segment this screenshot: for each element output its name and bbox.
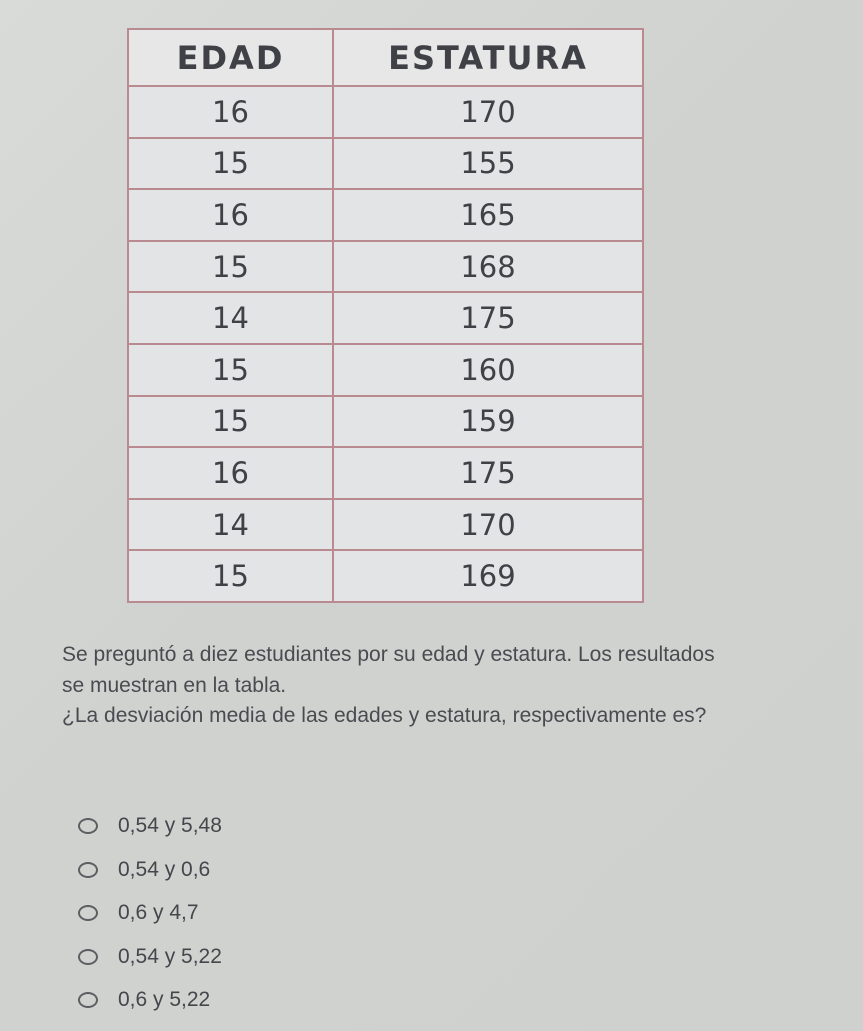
cell-estatura: 165 [333,189,643,241]
table-row [128,396,643,448]
cell-edad: 15 [128,344,333,396]
cell-estatura: 175 [333,447,643,499]
answer-option-label: 0,54 y 5,22 [118,944,222,968]
cell-estatura: 169 [333,550,643,602]
table-row [128,189,643,241]
table-row [128,241,643,293]
answer-option-label: 0,6 y 4,7 [118,901,199,924]
answer-options [78,812,378,1030]
cell-estatura: 159 [333,396,643,448]
answer-option-2[interactable] [78,856,378,884]
cell-estatura: 155 [333,138,643,190]
answer-option-label: 0,54 y 0,6 [118,857,211,881]
question-text [62,640,742,732]
table-row [128,138,643,190]
table-row [128,86,643,138]
cell-estatura: 168 [333,241,643,293]
table-header-row [128,29,643,86]
cell-edad: 16 [128,447,333,499]
column-header-estatura: ESTATURA [333,29,643,86]
answer-option-label: 0,6 y 5,22 [118,988,211,1011]
column-header-edad: EDAD [128,29,333,86]
cell-estatura: 175 [333,292,643,344]
table-row [128,550,643,602]
cell-estatura: 170 [333,86,643,138]
table-row [128,447,643,499]
table-row [128,344,643,396]
table-row [128,292,643,344]
answer-option-3[interactable] [78,899,378,927]
cell-edad: 15 [128,241,333,293]
cell-edad: 16 [128,189,333,241]
cell-edad: 15 [128,396,333,448]
answer-option-4[interactable] [78,943,378,971]
radio-button-icon[interactable] [78,905,98,921]
answer-option-1[interactable] [78,812,378,840]
cell-edad: 15 [128,138,333,190]
cell-edad: 15 [128,550,333,602]
question-prompt: ¿La desviación media de las edades y estatura, respectivamente es? [62,704,707,727]
radio-button-icon[interactable] [78,992,98,1008]
answer-option-label: 0,54 y 5,48 [118,814,222,837]
radio-button-icon[interactable] [78,818,98,834]
table-row [128,499,643,551]
cell-edad: 14 [128,292,333,344]
age-height-table [127,28,644,603]
radio-button-icon[interactable] [78,862,98,878]
radio-button-icon[interactable] [78,949,98,965]
cell-edad: 16 [128,86,333,138]
data-table-container [127,28,642,603]
cell-estatura: 160 [333,344,643,396]
cell-edad: 14 [128,499,333,551]
question-intro: Se preguntó a diez estudiantes por su edad y estatura. Los resultados se muestran en la tabla. [62,643,715,697]
answer-option-5[interactable] [78,986,378,1014]
cell-estatura: 170 [333,499,643,551]
